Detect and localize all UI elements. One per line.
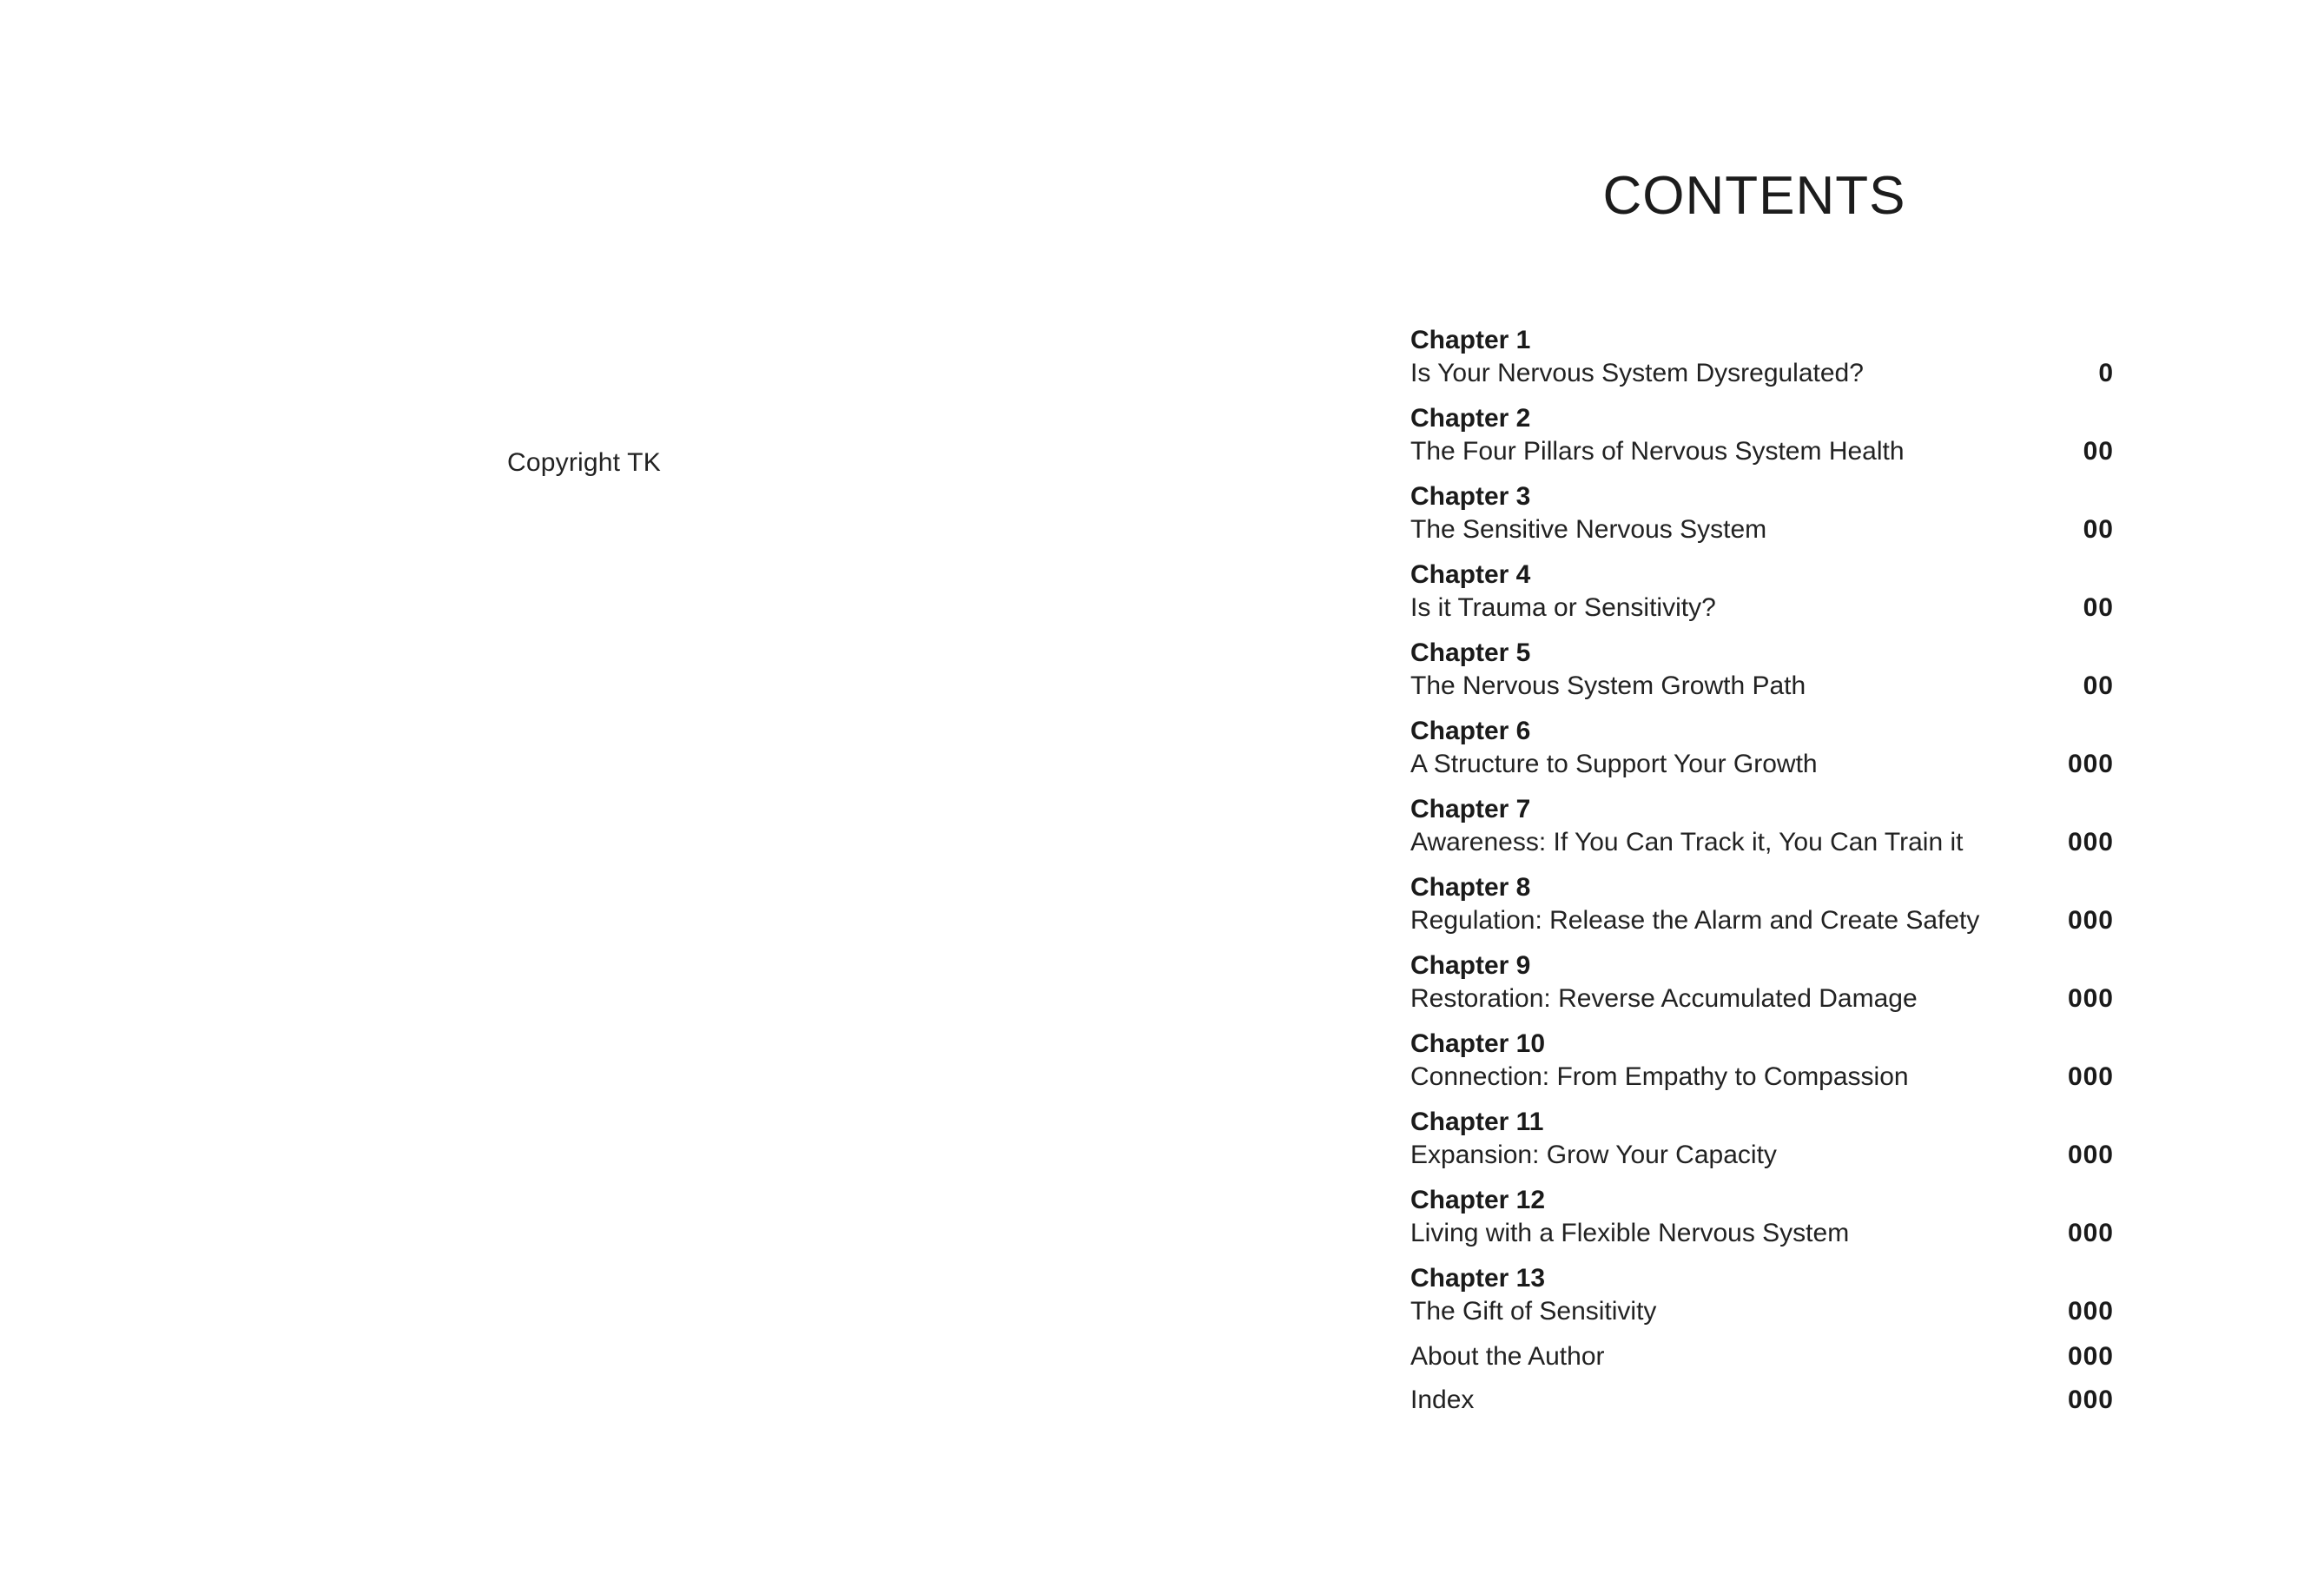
page-number: 00: [2083, 671, 2114, 700]
chapter-title: Restoration: Reverse Accumulated Damage: [1410, 984, 1918, 1013]
chapter-title: Connection: From Empathy to Compassion: [1410, 1062, 1909, 1091]
contents-heading: CONTENTS: [1602, 166, 1906, 226]
chapter-title: The Nervous System Growth Path: [1410, 671, 1806, 700]
chapter-label: Chapter 7: [1410, 795, 1531, 823]
page-number: 0: [2098, 359, 2114, 387]
page-number: 000: [2067, 1297, 2114, 1326]
table-of-contents: [1410, 323, 2114, 1426]
page-number: 00: [2083, 593, 2114, 622]
chapter-label: Chapter 12: [1410, 1186, 1546, 1214]
chapter-label: Chapter 2: [1410, 404, 1531, 433]
chapter-title: The Gift of Sensitivity: [1410, 1297, 1657, 1326]
toc-entry-chapter-4: [1410, 558, 2114, 636]
section-title: Index: [1410, 1386, 1475, 1414]
page-number: 000: [2067, 1219, 2114, 1247]
page-number: 000: [2067, 1141, 2114, 1169]
page-number: 000: [2067, 984, 2114, 1013]
chapter-title: Is Your Nervous System Dysregulated?: [1410, 359, 1864, 387]
chapter-title: Is it Trauma or Sensitivity?: [1410, 593, 1716, 622]
toc-entry-chapter-1: [1410, 323, 2114, 401]
right-page: [1162, 0, 2324, 1574]
chapter-label: Chapter 6: [1410, 717, 1531, 745]
toc-entry-about-the-author: [1410, 1339, 2114, 1383]
page-number: 000: [2067, 828, 2114, 856]
chapter-label: Chapter 11: [1410, 1108, 1544, 1136]
chapter-label: Chapter 9: [1410, 951, 1531, 980]
toc-entry-chapter-5: [1410, 636, 2114, 714]
toc-entry-chapter-10: [1410, 1027, 2114, 1105]
page-number: 000: [2067, 1386, 2114, 1414]
page-number: 000: [2067, 1342, 2114, 1371]
toc-entry-chapter-3: [1410, 479, 2114, 558]
chapter-label: Chapter 8: [1410, 873, 1531, 902]
toc-entry-chapter-8: [1410, 870, 2114, 949]
page-number: 00: [2083, 515, 2114, 544]
chapter-title: The Four Pillars of Nervous System Health: [1410, 437, 1905, 466]
chapter-title: A Structure to Support Your Growth: [1410, 750, 1818, 778]
copyright-text: Copyright TK: [507, 448, 661, 477]
page-number: 000: [2067, 750, 2114, 778]
chapter-label: Chapter 5: [1410, 638, 1531, 667]
chapter-title: The Sensitive Nervous System: [1410, 515, 1767, 544]
page-number: 000: [2067, 1062, 2114, 1091]
chapter-title: Awareness: If You Can Track it, You Can Train it: [1410, 828, 1964, 856]
toc-entry-chapter-6: [1410, 714, 2114, 792]
toc-entry-chapter-2: [1410, 401, 2114, 479]
chapter-label: Chapter 4: [1410, 560, 1531, 589]
chapter-label: Chapter 1: [1410, 326, 1531, 354]
toc-entry-chapter-13: [1410, 1261, 2114, 1339]
toc-entry-chapter-12: [1410, 1183, 2114, 1261]
toc-entry-chapter-11: [1410, 1105, 2114, 1183]
chapter-label: Chapter 13: [1410, 1264, 1546, 1293]
toc-entry-chapter-7: [1410, 792, 2114, 870]
chapter-title: Regulation: Release the Alarm and Create Safety: [1410, 906, 1980, 935]
page-number: 00: [2083, 437, 2114, 466]
page-number: 000: [2067, 906, 2114, 935]
section-title: About the Author: [1410, 1342, 1605, 1371]
chapter-title: Expansion: Grow Your Capacity: [1410, 1141, 1777, 1169]
chapter-label: Chapter 10: [1410, 1029, 1546, 1058]
chapter-title: Living with a Flexible Nervous System: [1410, 1219, 1850, 1247]
chapter-label: Chapter 3: [1410, 482, 1531, 511]
toc-entry-chapter-9: [1410, 949, 2114, 1027]
toc-entry-index: [1410, 1383, 2114, 1426]
